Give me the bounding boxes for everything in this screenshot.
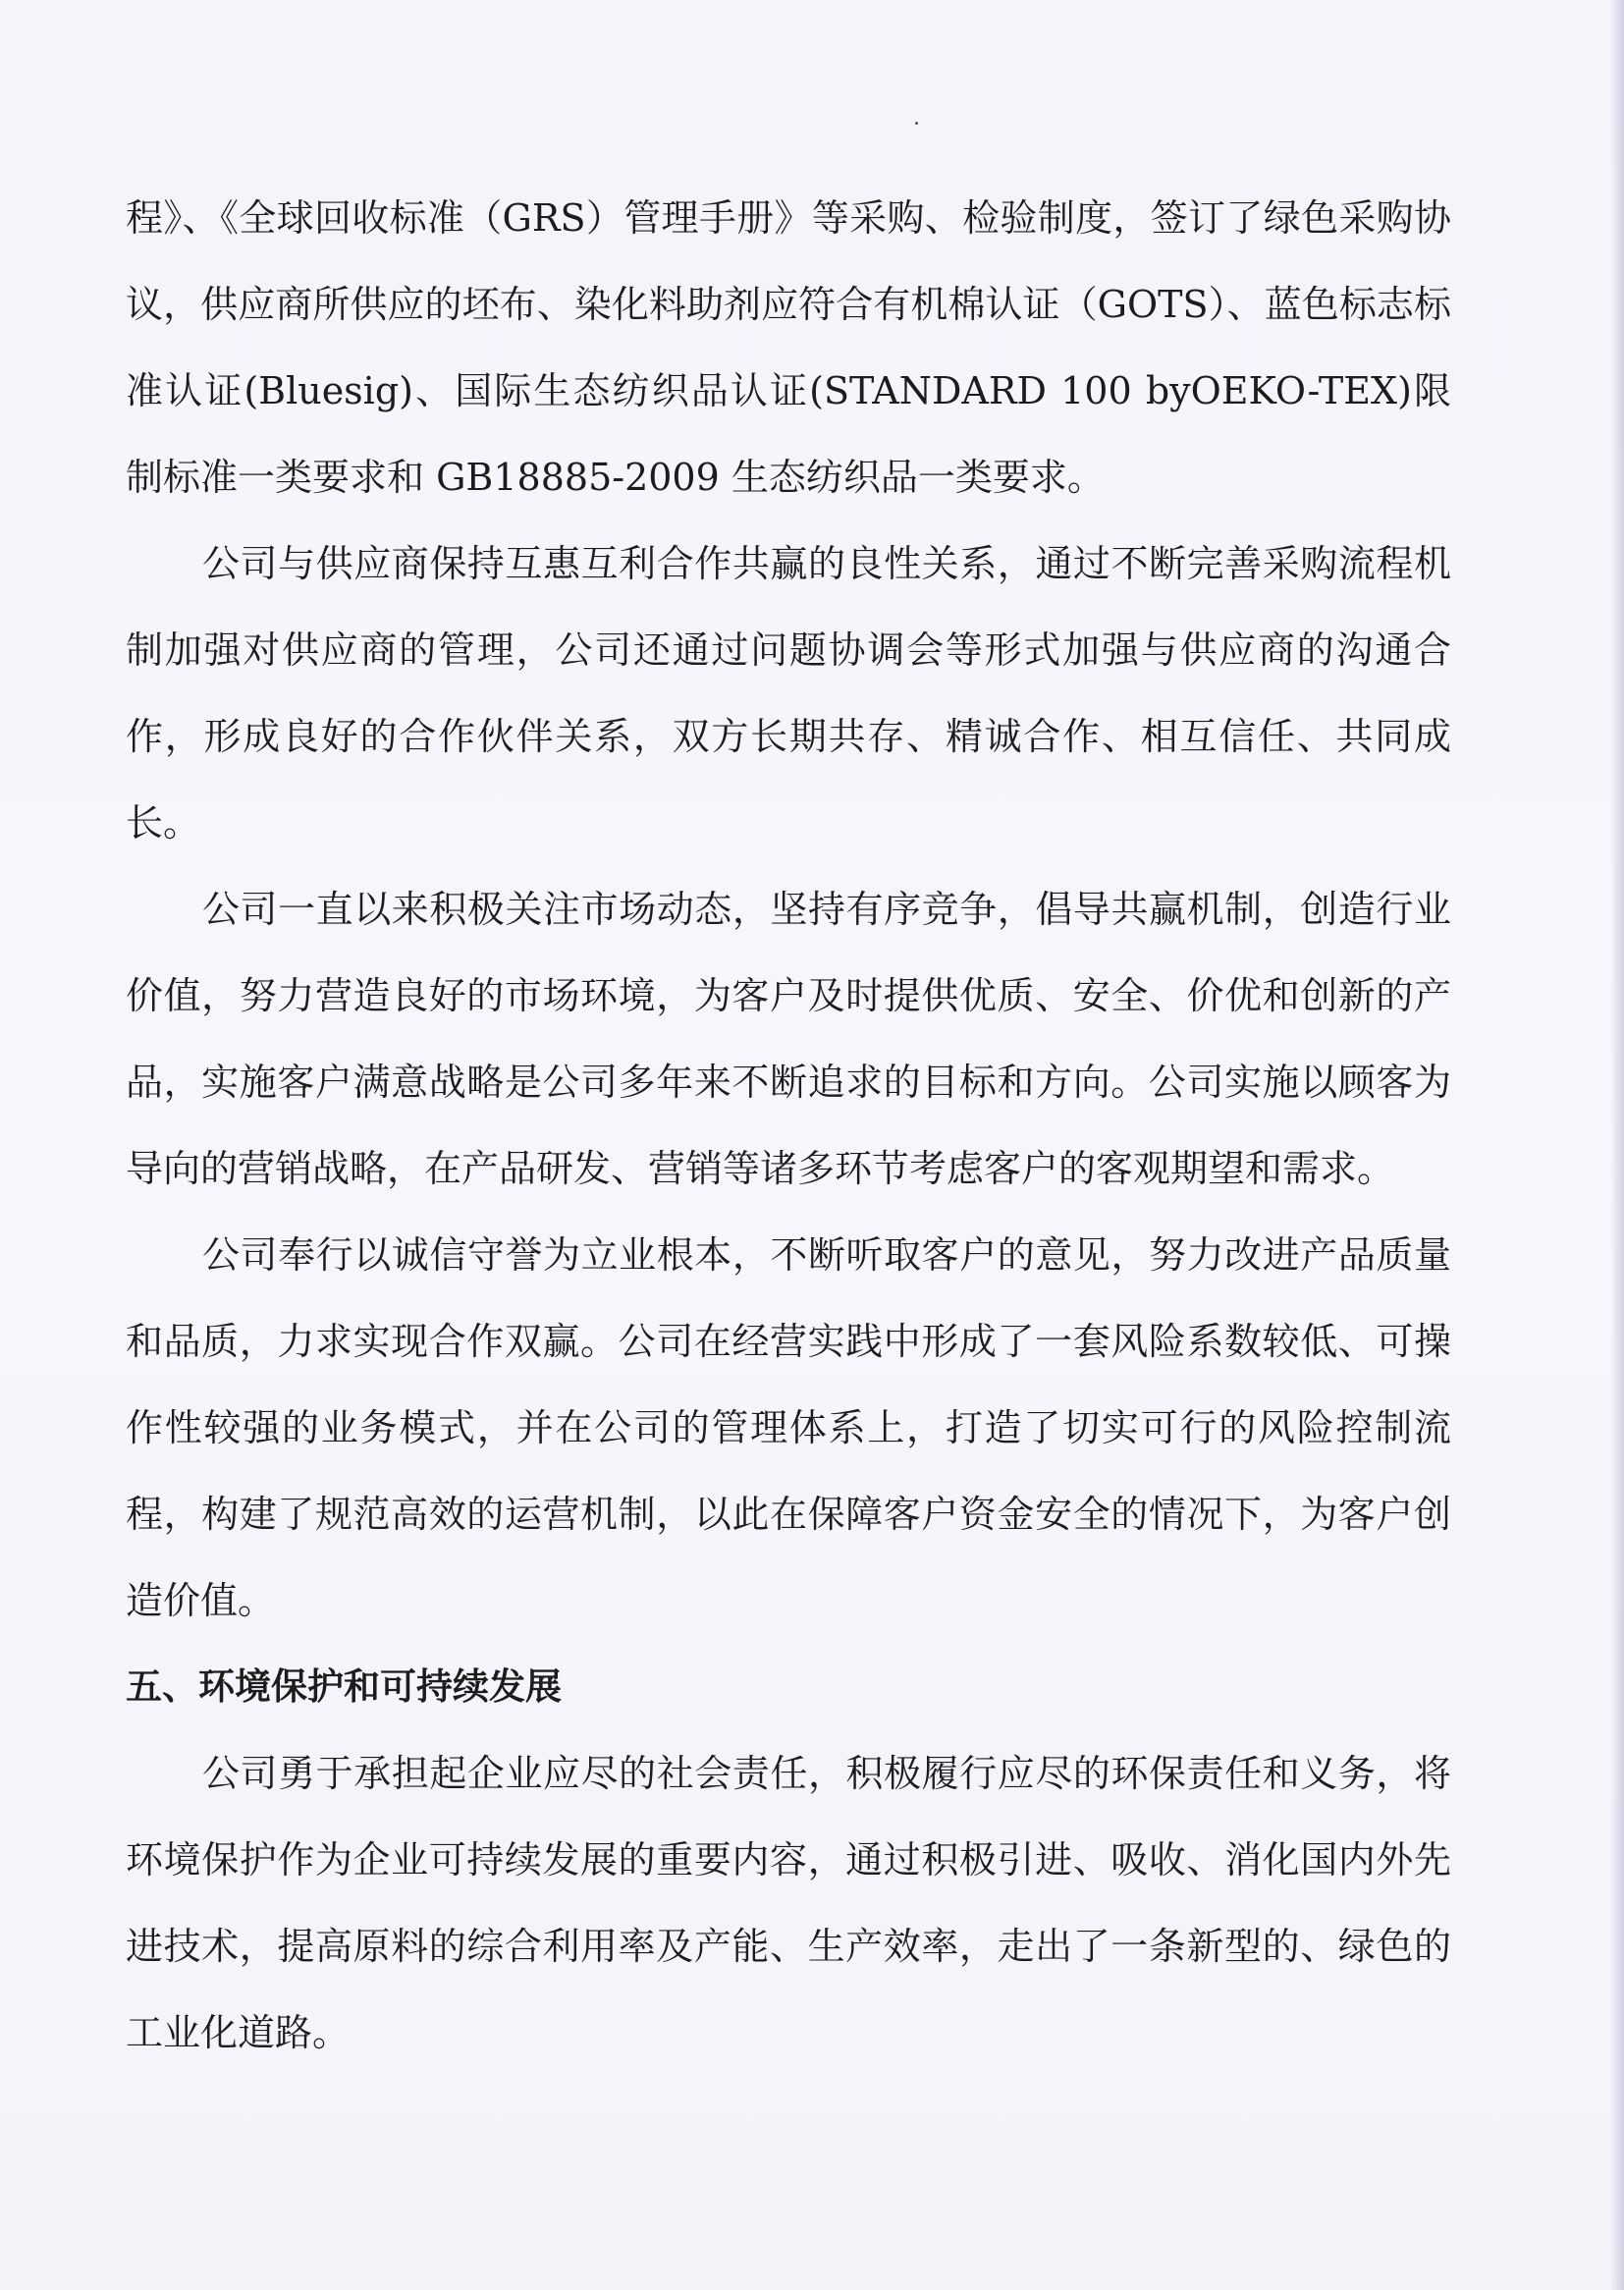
scan-speck [915, 122, 918, 125]
paragraph-continued: 程》、《全球回收标准（GRS）管理手册》等采购、检验制度，签订了绿色采购协议，供应商所供应的坯布、染化料助剂应符合有机棉认证（GOTS）、蓝色标志标准认证(Bluesig)、国际生态纺织品认证(STANDARD 100 byOEKO-TEX)限制标准一类要求和 GB18885-2009 生态纺织品一类要求。 [126, 196, 1451, 499]
paragraph-environment: 公司勇于承担起企业应尽的社会责任，积极履行应尽的环保责任和义务，将环境保护作为企业可持续发展的重要内容，通过积极引进、吸收、消化国内外先进技术，提高原料的综合利用率及产能、生产效率，走出了一条新型的、绿色的工业化道路。 [126, 1752, 1451, 2054]
document-body [126, 175, 1451, 2076]
paragraph-supplier-relations: 公司与供应商保持互惠互利合作共赢的良性关系，通过不断完善采购流程机制加强对供应商的管理，公司还通过问题协调会等形式加强与供应商的沟通合作，形成良好的合作伙伴关系，双方长期共存、精诚合作、相互信任、共同成长。 [126, 542, 1451, 845]
section-heading-environment: 五、环境保护和可持续发展 [126, 1665, 562, 1708]
paragraph-integrity: 公司奉行以诚信守誉为立业根本，不断听取客户的意见，努力改进产品质量和品质，力求实现合作双赢。公司在经营实践中形成了一套风险系数较低、可操作性较强的业务模式，并在公司的管理体系上，打造了切实可行的风险控制流程，构建了规范高效的运营机制，以此在保障客户资金安全的情况下，为客户创造价值。 [126, 1233, 1451, 1622]
paragraph-market-strategy: 公司一直以来积极关注市场动态，坚持有序竞争，倡导共赢机制，创造行业价值，努力营造良好的市场环境，为客户及时提供优质、安全、价优和创新的产品，实施客户满意战略是公司多年来不断追求的目标和方向。公司实施以顾客为导向的营销战略，在产品研发、营销等诸多环节考虑客户的客观期望和需求。 [126, 888, 1451, 1190]
